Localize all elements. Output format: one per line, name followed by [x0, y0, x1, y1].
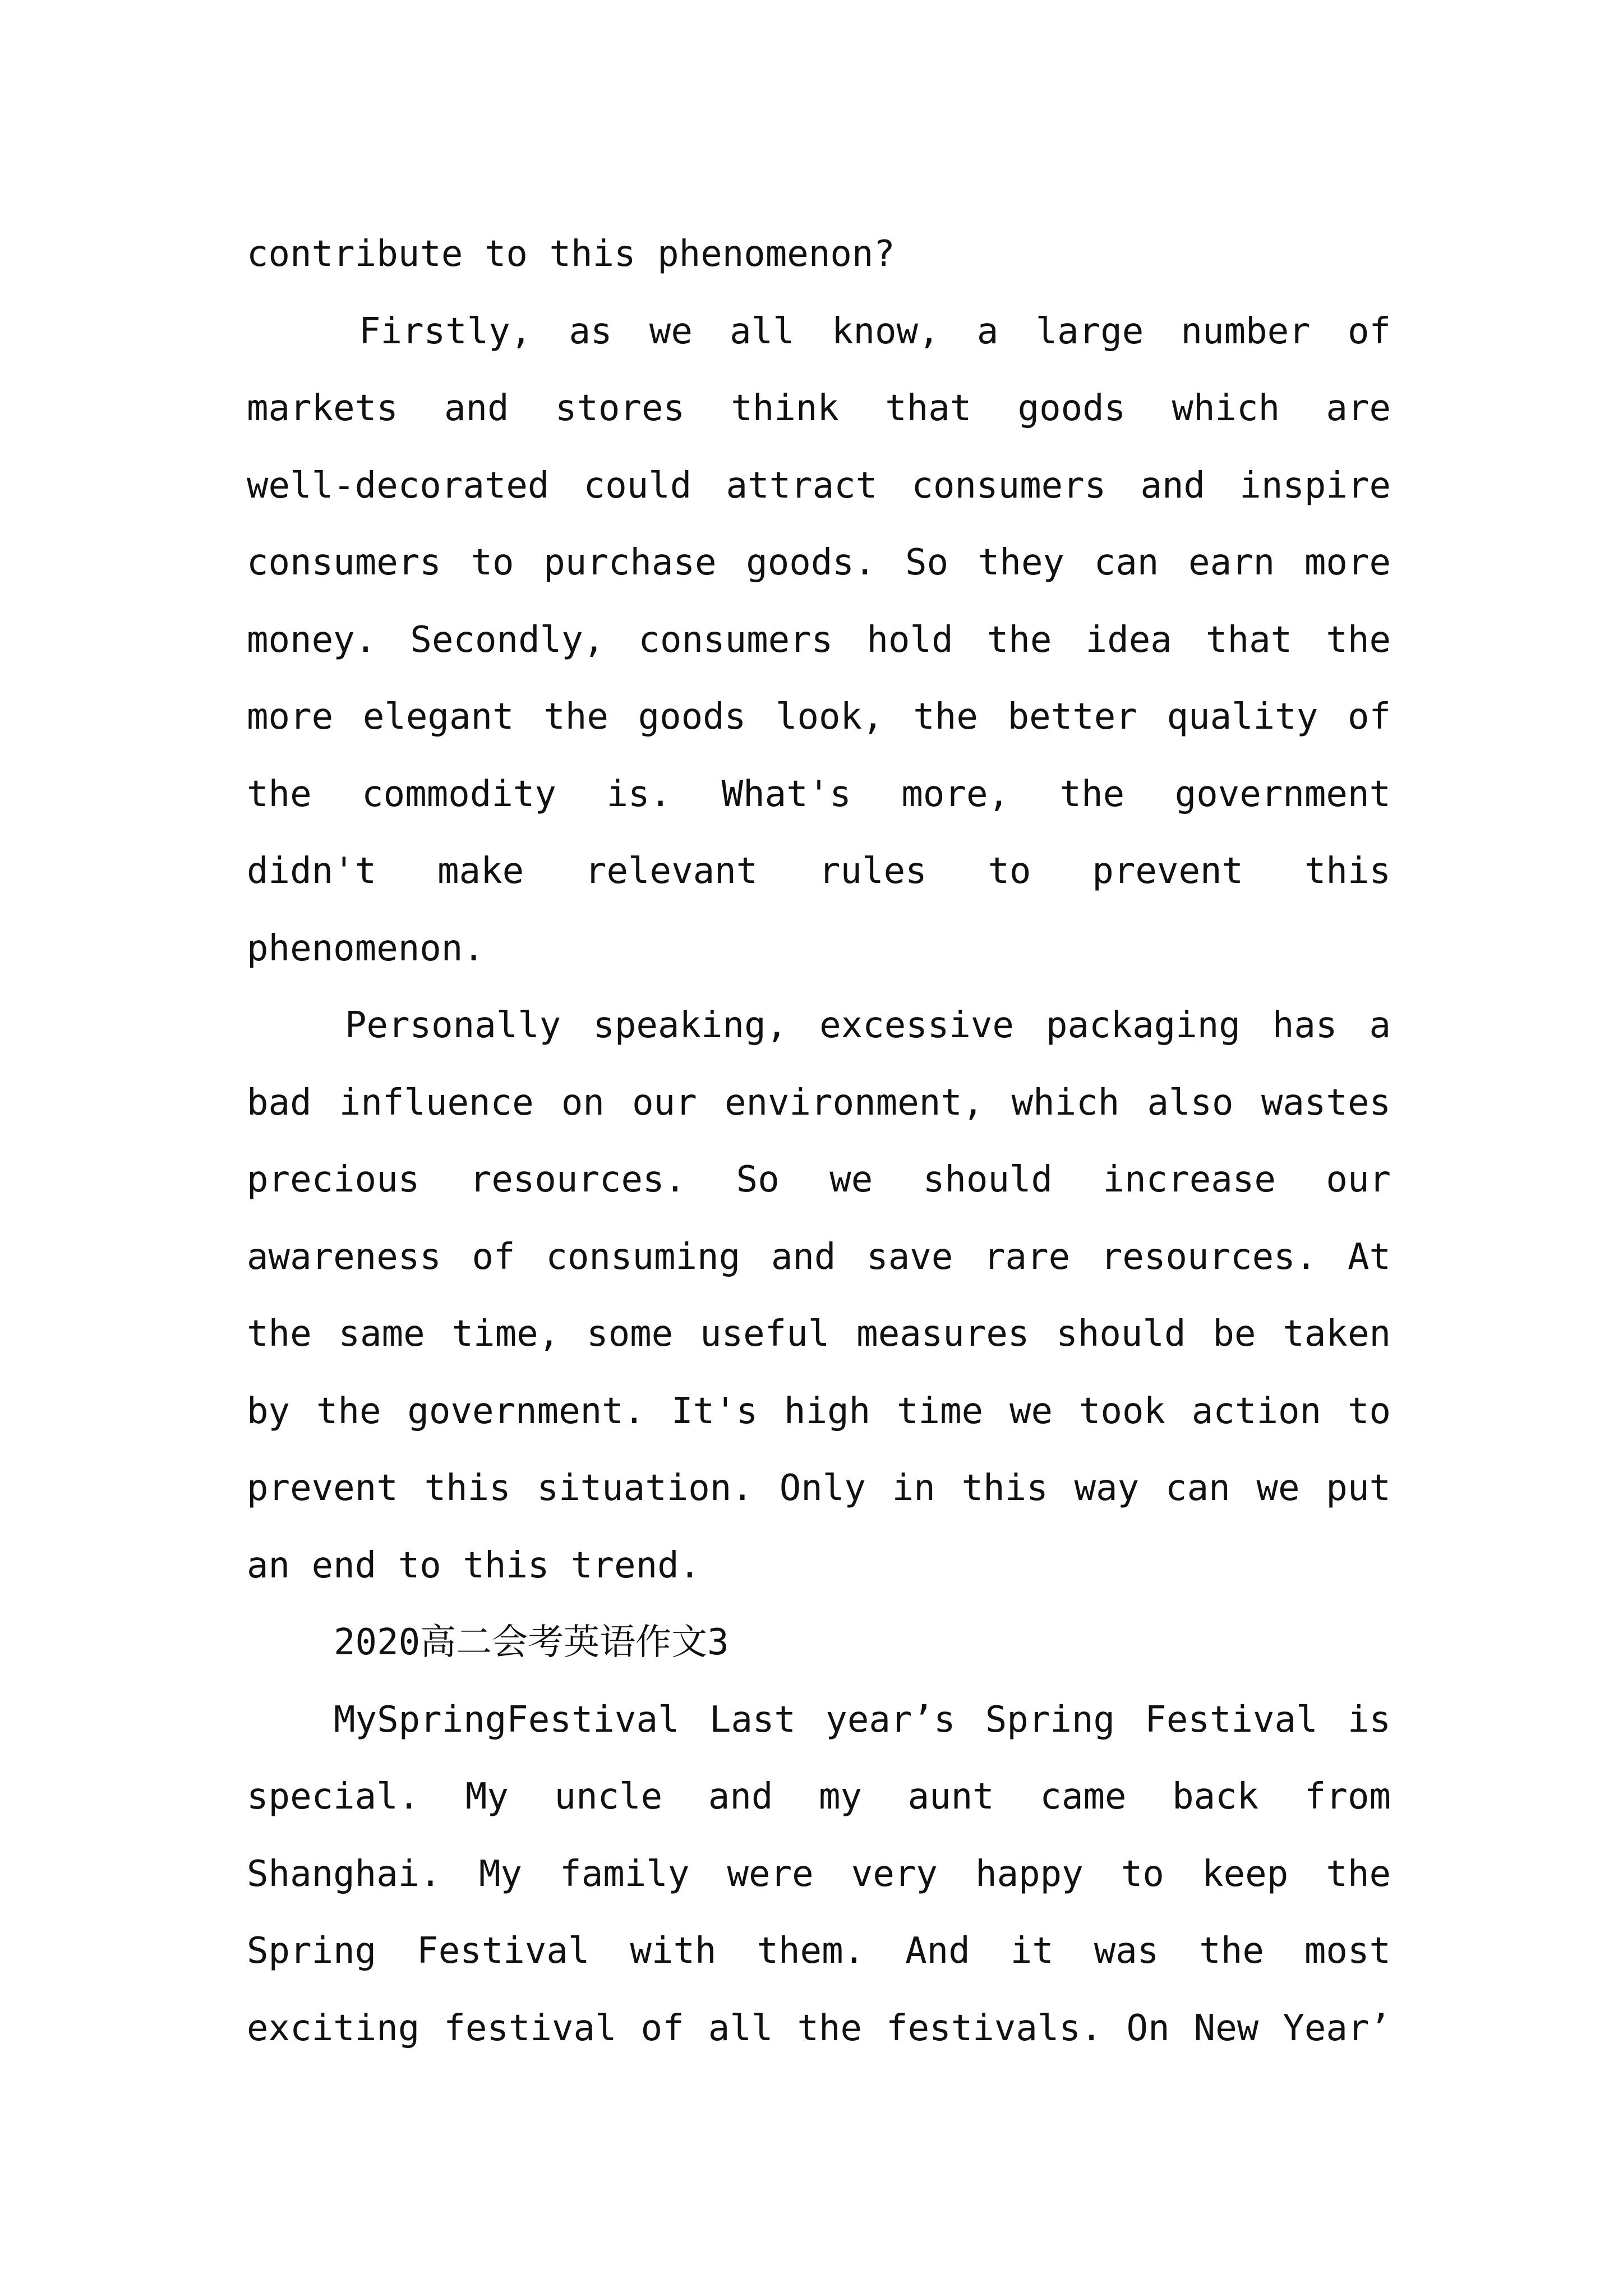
text-line: phenomenon.: [247, 927, 485, 969]
text-line: consumers to purchase goods. So they can earn more: [247, 542, 1391, 583]
text-line: money. Secondly, consumers hold the idea that the: [247, 619, 1391, 661]
text-line: exciting festival of all the festivals. On New Year’: [247, 2007, 1391, 2049]
text-line: precious resources. So we should increase our: [247, 1159, 1391, 1200]
text-line: contribute to this phenomenon?: [247, 233, 895, 275]
text-line: markets and stores think that goods which are: [247, 388, 1391, 429]
paragraph-first-line: MySpringFestival Last year’s Spring Festival is: [334, 1699, 1391, 1741]
text-line: Shanghai. My family were very happy to keep the: [247, 1853, 1391, 1895]
text-line: the same time, some useful measures should be taken: [247, 1313, 1391, 1355]
text-line: special. My uncle and my aunt came back from: [247, 1776, 1391, 1818]
text-line: bad influence on our environment, which also wastes: [247, 1082, 1391, 1124]
text-line: prevent this situation. Only in this way can we put: [247, 1467, 1391, 1509]
text-line: the commodity is. What's more, the government: [247, 773, 1391, 815]
text-line: Spring Festival with them. And it was the most: [247, 1930, 1391, 1972]
text-line: well-decorated could attract consumers and inspire: [247, 464, 1391, 507]
essay-body: [247, 216, 1391, 2067]
text-line: didn't make relevant rules to prevent this: [247, 850, 1391, 892]
text-line: by the government. It's high time we took action to: [247, 1390, 1391, 1432]
text-line: an end to this trend.: [247, 1544, 701, 1586]
text-line: awareness of consuming and save rare resources. At: [247, 1236, 1391, 1278]
paragraph-first-line: Personally speaking, excessive packaging has a: [345, 1005, 1391, 1046]
section-heading: 2020高二会考英语作文3: [334, 1622, 729, 1663]
paragraph-first-line: Firstly, as we all know, a large number of: [359, 310, 1391, 352]
text-line: more elegant the goods look, the better quality of: [247, 696, 1391, 738]
